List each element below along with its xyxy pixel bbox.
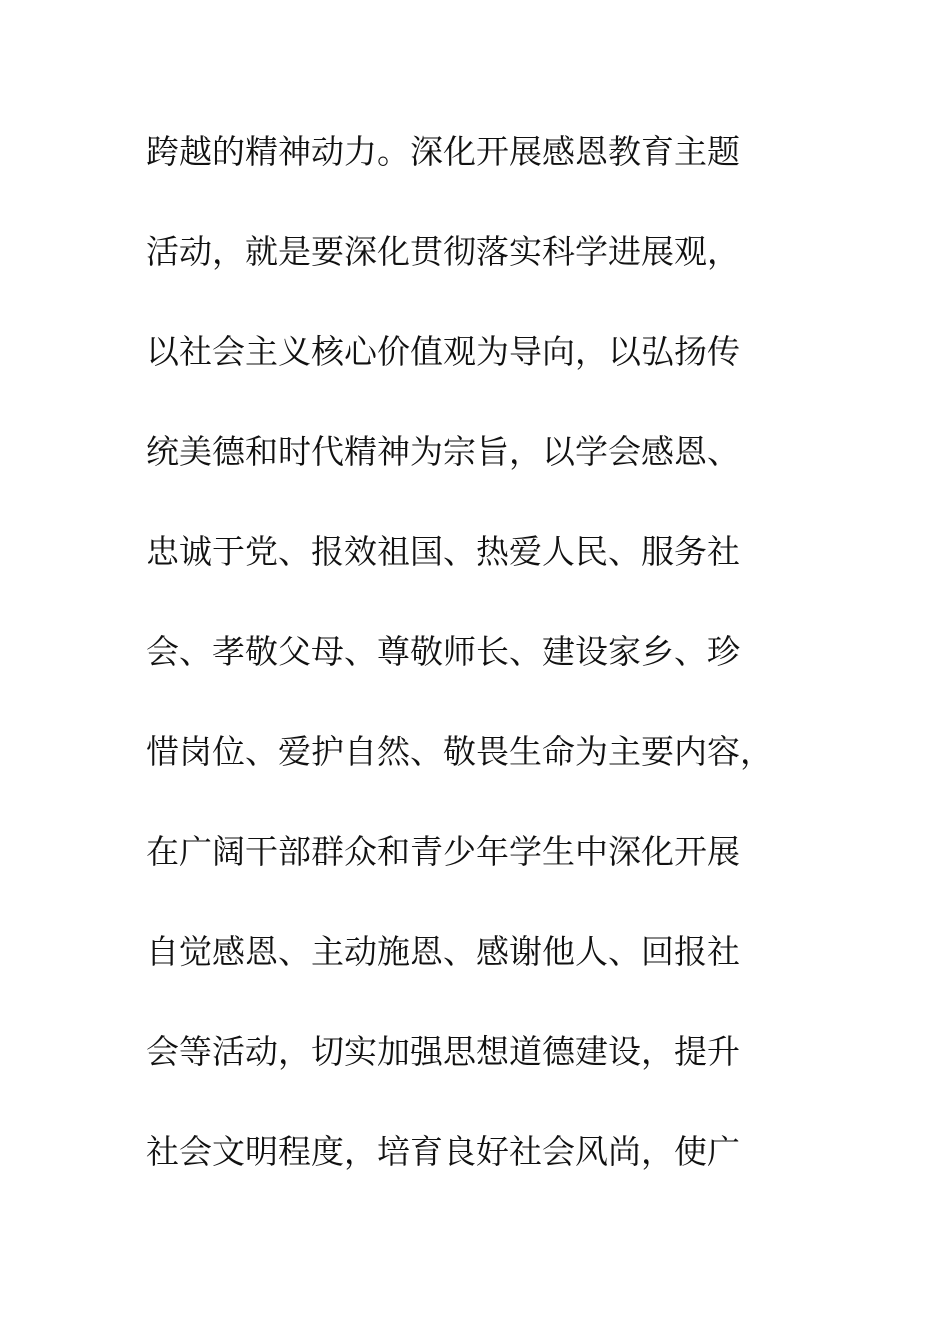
text-line-3: 以社会主义核心价值观为导向，以弘扬传 xyxy=(146,332,740,371)
text-line-1: 跨越的精神动力。深化开展感恩教育主题 xyxy=(146,132,740,171)
text-line-11: 社会文明程度，培育良好社会风尚，使广 xyxy=(146,1132,740,1171)
body-text xyxy=(146,122,836,1222)
text-line-9: 自觉感恩、主动施恩、感谢他人、回报社 xyxy=(146,932,740,971)
text-line-8: 在广阔干部群众和青少年学生中深化开展 xyxy=(146,832,740,871)
text-line-5: 忠诚于党、报效祖国、热爱人民、服务社 xyxy=(146,532,740,571)
text-line-7: 惜岗位、爱护自然、敬畏生命为主要内容， xyxy=(146,732,773,771)
text-line-10: 会等活动，切实加强思想道德建设，提升 xyxy=(146,1032,740,1071)
text-line-2: 活动，就是要深化贯彻落实科学进展观， xyxy=(146,232,740,271)
text-line-6: 会、孝敬父母、尊敬师长、建设家乡、珍 xyxy=(146,632,740,671)
text-line-4: 统美德和时代精神为宗旨，以学会感恩、 xyxy=(146,432,740,471)
